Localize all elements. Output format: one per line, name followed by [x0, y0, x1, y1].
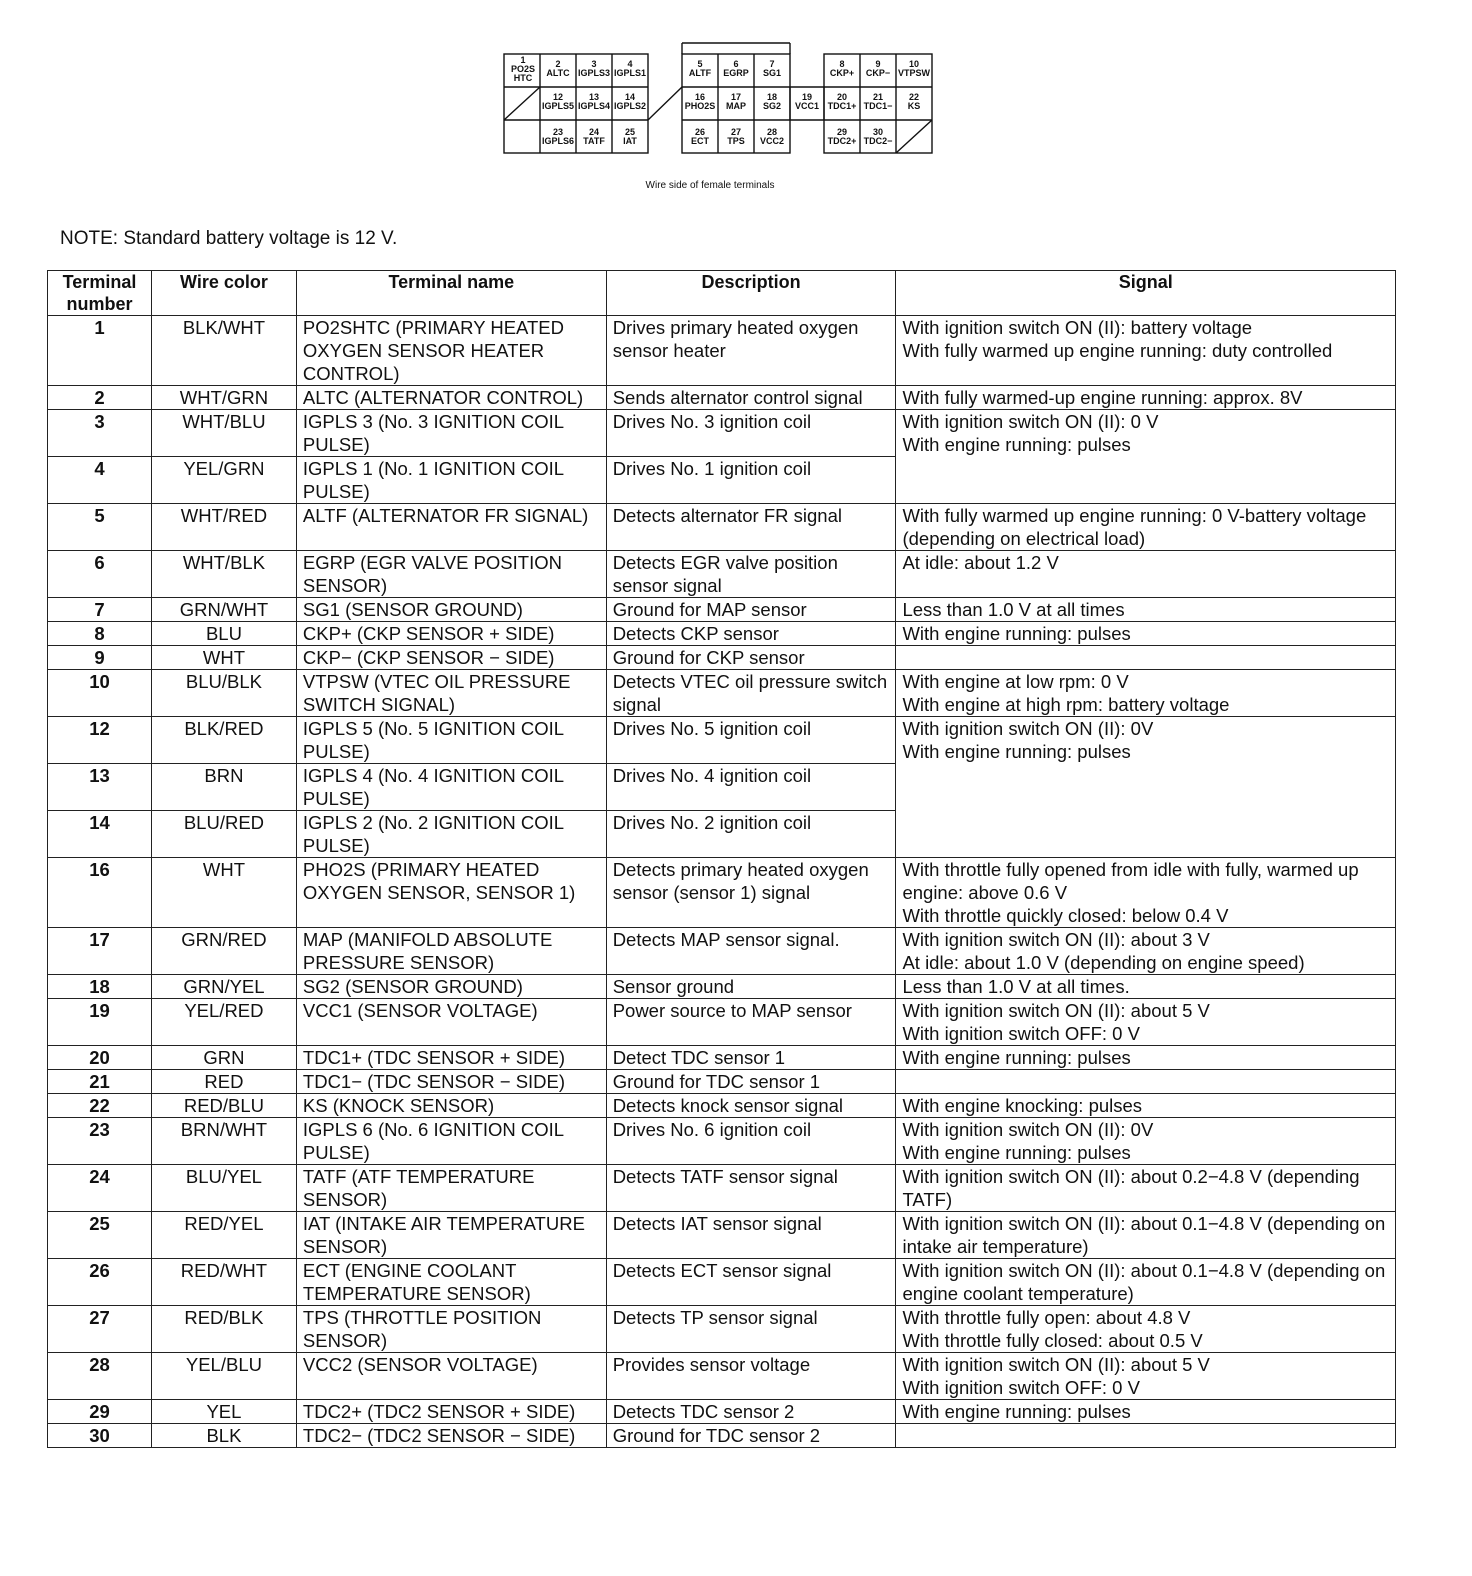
pin-4: 4 IGPLS1	[613, 59, 646, 78]
header-terminal-name: Terminal name	[296, 271, 606, 316]
description: Detects TATF sensor signal	[606, 1165, 896, 1212]
terminal-name: CKP+ (CKP SENSOR + SIDE)	[296, 622, 606, 646]
signal: With ignition switch ON (II): about 0.1−4.8 V (depending on engine coolant temperature)	[896, 1259, 1396, 1306]
table-row	[48, 858, 1396, 928]
table-row	[48, 717, 1396, 764]
terminal-number: 28	[48, 1353, 152, 1400]
table-row	[48, 646, 1396, 670]
wire-color: WHT/BLU	[151, 410, 296, 457]
pin-29: 29 TDC2+	[827, 127, 857, 146]
terminal-number: 29	[48, 1400, 152, 1424]
terminal-name: EGRP (EGR VALVE POSITION SENSOR)	[296, 551, 606, 598]
terminal-number: 4	[48, 457, 152, 504]
description: Drives No. 2 ignition coil	[606, 811, 896, 858]
table-body	[48, 316, 1396, 1448]
terminal-number: 9	[48, 646, 152, 670]
wire-color: YEL/GRN	[151, 457, 296, 504]
wire-color: BLK/RED	[151, 717, 296, 764]
signal: With engine running: pulses	[896, 1046, 1396, 1070]
table-row	[48, 316, 1396, 386]
wire-color: RED/BLK	[151, 1306, 296, 1353]
table-row	[48, 1094, 1396, 1118]
terminal-number: 10	[48, 670, 152, 717]
table-row	[48, 386, 1396, 410]
description: Drives No. 1 ignition coil	[606, 457, 896, 504]
terminal-name: ALTC (ALTERNATOR CONTROL)	[296, 386, 606, 410]
wire-color: BLU	[151, 622, 296, 646]
terminal-name: ECT (ENGINE COOLANT TEMPERATURE SENSOR)	[296, 1259, 606, 1306]
terminal-number: 25	[48, 1212, 152, 1259]
connector-caption: Wire side of female terminals	[645, 180, 775, 191]
terminal-number: 14	[48, 811, 152, 858]
pin-16: 16 PHO2S	[684, 92, 716, 111]
terminal-name: VCC2 (SENSOR VOLTAGE)	[296, 1353, 606, 1400]
table-row	[48, 1212, 1396, 1259]
pin-30: 30 TDC2−	[863, 127, 893, 146]
description: Drives No. 4 ignition coil	[606, 764, 896, 811]
terminal-name: PO2SHTC (PRIMARY HEATED OXYGEN SENSOR HEATER CONTROL)	[296, 316, 606, 386]
terminal-table	[47, 270, 1396, 1448]
signal: With ignition switch ON (II): battery voltage With fully warmed up engine running: duty controlled	[896, 316, 1396, 386]
signal: With throttle fully opened from idle with fully, warmed up engine: above 0.6 V With throttle quickly closed: below 0.4 V	[896, 858, 1396, 928]
terminal-name: ALTF (ALTERNATOR FR SIGNAL)	[296, 504, 606, 551]
wire-color: RED/YEL	[151, 1212, 296, 1259]
description: Detects knock sensor signal	[606, 1094, 896, 1118]
signal: With throttle fully open: about 4.8 V With throttle fully closed: about 0.5 V	[896, 1306, 1396, 1353]
terminal-number: 24	[48, 1165, 152, 1212]
terminal-number: 23	[48, 1118, 152, 1165]
terminal-number: 5	[48, 504, 152, 551]
terminal-number: 18	[48, 975, 152, 999]
signal: With ignition switch ON (II): about 5 V With ignition switch OFF: 0 V	[896, 1353, 1396, 1400]
table-row	[48, 928, 1396, 975]
signal: With ignition switch ON (II): about 3 V At idle: about 1.0 V (depending on engine speed)	[896, 928, 1396, 975]
table-row	[48, 504, 1396, 551]
pin-19: 19 VCC1	[794, 92, 819, 111]
terminal-number: 17	[48, 928, 152, 975]
description: Ground for CKP sensor	[606, 646, 896, 670]
signal: With ignition switch ON (II): 0V With engine running: pulses	[896, 717, 1396, 858]
header-terminal: Terminal number	[48, 271, 152, 316]
wire-color: GRN/WHT	[151, 598, 296, 622]
table-row	[48, 1046, 1396, 1070]
pin-7: 7 SG1	[762, 59, 781, 78]
pin-12: 12 IGPLS5	[541, 92, 574, 111]
pin-5: 5 ALTF	[688, 59, 712, 78]
battery-voltage-note: NOTE: Standard battery voltage is 12 V.	[60, 228, 398, 249]
description: Detects VTEC oil pressure switch signal	[606, 670, 896, 717]
wire-color: BLU/YEL	[151, 1165, 296, 1212]
terminal-number: 27	[48, 1306, 152, 1353]
description: Ground for TDC sensor 2	[606, 1424, 896, 1448]
description: Detects IAT sensor signal	[606, 1212, 896, 1259]
pin-13: 13 IGPLS4	[577, 92, 610, 111]
description: Ground for MAP sensor	[606, 598, 896, 622]
wire-color: GRN/YEL	[151, 975, 296, 999]
table-row	[48, 1424, 1396, 1448]
terminal-number: 19	[48, 999, 152, 1046]
pin-6: 6 EGRP	[723, 59, 749, 78]
wire-color: GRN	[151, 1046, 296, 1070]
table-row	[48, 1070, 1396, 1094]
table-row	[48, 598, 1396, 622]
description: Drives primary heated oxygen sensor heater	[606, 316, 896, 386]
pin-17: 17 MAP	[726, 92, 746, 111]
pin-24: 24 TATF	[583, 127, 605, 146]
signal: With ignition switch ON (II): 0 V With engine running: pulses	[896, 410, 1396, 504]
terminal-number: 22	[48, 1094, 152, 1118]
connector-diagram	[502, 42, 942, 160]
description: Ground for TDC sensor 1	[606, 1070, 896, 1094]
wire-color: YEL/BLU	[151, 1353, 296, 1400]
terminal-name: TDC2+ (TDC2 SENSOR + SIDE)	[296, 1400, 606, 1424]
description: Detects EGR valve position sensor signal	[606, 551, 896, 598]
terminal-number: 3	[48, 410, 152, 457]
pin-22: 22 KS	[907, 92, 921, 111]
description: Detects alternator FR signal	[606, 504, 896, 551]
signal: At idle: about 1.2 V	[896, 551, 1396, 598]
terminal-name: IGPLS 2 (No. 2 IGNITION COIL PULSE)	[296, 811, 606, 858]
terminal-name: TPS (THROTTLE POSITION SENSOR)	[296, 1306, 606, 1353]
pin-20: 20 TDC1+	[827, 92, 857, 111]
description: Sensor ground	[606, 975, 896, 999]
table-row	[48, 1118, 1396, 1165]
description: Drives No. 3 ignition coil	[606, 410, 896, 457]
table-row	[48, 1353, 1396, 1400]
description: Detects primary heated oxygen sensor (sensor 1) signal	[606, 858, 896, 928]
terminal-name: MAP (MANIFOLD ABSOLUTE PRESSURE SENSOR)	[296, 928, 606, 975]
table-row	[48, 410, 1396, 457]
table-row	[48, 551, 1396, 598]
wire-color: WHT/GRN	[151, 386, 296, 410]
wire-color: YEL	[151, 1400, 296, 1424]
signal	[896, 1424, 1396, 1448]
terminal-number: 6	[48, 551, 152, 598]
pin-25: 25 IAT	[623, 127, 637, 146]
terminal-name: IAT (INTAKE AIR TEMPERATURE SENSOR)	[296, 1212, 606, 1259]
table-row	[48, 1165, 1396, 1212]
signal: With ignition switch ON (II): about 0.2−4.8 V (depending TATF)	[896, 1165, 1396, 1212]
terminal-name: TATF (ATF TEMPERATURE SENSOR)	[296, 1165, 606, 1212]
terminal-name: TDC1+ (TDC SENSOR + SIDE)	[296, 1046, 606, 1070]
description: Detect TDC sensor 1	[606, 1046, 896, 1070]
pin-27: 27 TPS	[727, 127, 745, 146]
terminal-name: TDC2− (TDC2 SENSOR − SIDE)	[296, 1424, 606, 1448]
description: Detects TP sensor signal	[606, 1306, 896, 1353]
pin-26: 26 ECT	[691, 127, 709, 146]
pin-8: 8 CKP+	[829, 59, 855, 78]
terminal-name: PHO2S (PRIMARY HEATED OXYGEN SENSOR, SENSOR 1)	[296, 858, 606, 928]
wire-color: BLU/BLK	[151, 670, 296, 717]
terminal-number: 13	[48, 764, 152, 811]
header-signal: Signal	[896, 271, 1396, 316]
description: Provides sensor voltage	[606, 1353, 896, 1400]
terminal-name: IGPLS 5 (No. 5 IGNITION COIL PULSE)	[296, 717, 606, 764]
wire-color: RED	[151, 1070, 296, 1094]
terminal-name: IGPLS 3 (No. 3 IGNITION COIL PULSE)	[296, 410, 606, 457]
wire-color: WHT/RED	[151, 504, 296, 551]
pin-28: 28 VCC2	[759, 127, 784, 146]
pin-9: 9 CKP−	[865, 59, 891, 78]
signal: With fully warmed up engine running: 0 V-battery voltage (depending on electrical load)	[896, 504, 1396, 551]
terminal-name: CKP− (CKP SENSOR − SIDE)	[296, 646, 606, 670]
wire-color: BLU/RED	[151, 811, 296, 858]
description: Sends alternator control signal	[606, 386, 896, 410]
description: Drives No. 6 ignition coil	[606, 1118, 896, 1165]
terminal-name: IGPLS 1 (No. 1 IGNITION COIL PULSE)	[296, 457, 606, 504]
signal: With ignition switch ON (II): about 0.1−4.8 V (depending on intake air temperature)	[896, 1212, 1396, 1259]
wire-color: WHT	[151, 646, 296, 670]
signal	[896, 646, 1396, 670]
table-row	[48, 975, 1396, 999]
pin-1: 1 PO2S HTC	[510, 55, 535, 83]
signal: With engine running: pulses	[896, 1400, 1396, 1424]
terminal-name: IGPLS 4 (No. 4 IGNITION COIL PULSE)	[296, 764, 606, 811]
terminal-number: 21	[48, 1070, 152, 1094]
pin-18: 18 SG2	[762, 92, 781, 111]
terminal-number: 12	[48, 717, 152, 764]
wire-color: RED/BLU	[151, 1094, 296, 1118]
signal: With ignition switch ON (II): 0V With engine running: pulses	[896, 1118, 1396, 1165]
signal: With engine running: pulses	[896, 622, 1396, 646]
signal: With fully warmed-up engine running: approx. 8V	[896, 386, 1396, 410]
terminal-number: 2	[48, 386, 152, 410]
pin-23: 23 IGPLS6	[541, 127, 574, 146]
terminal-number: 7	[48, 598, 152, 622]
wire-color: WHT	[151, 858, 296, 928]
wire-color: BLK/WHT	[151, 316, 296, 386]
wire-color: WHT/BLK	[151, 551, 296, 598]
terminal-name: SG1 (SENSOR GROUND)	[296, 598, 606, 622]
table-row	[48, 1306, 1396, 1353]
table-row	[48, 1400, 1396, 1424]
wire-color: RED/WHT	[151, 1259, 296, 1306]
description: Detects MAP sensor signal.	[606, 928, 896, 975]
description: Drives No. 5 ignition coil	[606, 717, 896, 764]
terminal-number: 16	[48, 858, 152, 928]
terminal-name: TDC1− (TDC SENSOR − SIDE)	[296, 1070, 606, 1094]
terminal-number: 8	[48, 622, 152, 646]
terminal-number: 20	[48, 1046, 152, 1070]
description: Detects ECT sensor signal	[606, 1259, 896, 1306]
table-row	[48, 622, 1396, 646]
terminal-number: 30	[48, 1424, 152, 1448]
table-row	[48, 999, 1396, 1046]
wire-color: GRN/RED	[151, 928, 296, 975]
terminal-name: VCC1 (SENSOR VOLTAGE)	[296, 999, 606, 1046]
table-header-row	[48, 271, 1396, 316]
description: Detects TDC sensor 2	[606, 1400, 896, 1424]
table-row	[48, 670, 1396, 717]
terminal-name: IGPLS 6 (No. 6 IGNITION COIL PULSE)	[296, 1118, 606, 1165]
signal	[896, 1070, 1396, 1094]
pin-2: 2 ALTC	[546, 59, 570, 78]
wire-color: BLK	[151, 1424, 296, 1448]
description: Power source to MAP sensor	[606, 999, 896, 1046]
wire-color: BRN	[151, 764, 296, 811]
pin-21: 21 TDC1−	[863, 92, 893, 111]
pin-3: 3 IGPLS3	[577, 59, 610, 78]
wire-color: BRN/WHT	[151, 1118, 296, 1165]
header-description: Description	[606, 271, 896, 316]
terminal-name: SG2 (SENSOR GROUND)	[296, 975, 606, 999]
signal: Less than 1.0 V at all times.	[896, 975, 1396, 999]
signal: With engine knocking: pulses	[896, 1094, 1396, 1118]
signal: With ignition switch ON (II): about 5 V With ignition switch OFF: 0 V	[896, 999, 1396, 1046]
terminal-number: 26	[48, 1259, 152, 1306]
table-row	[48, 1259, 1396, 1306]
terminal-name: KS (KNOCK SENSOR)	[296, 1094, 606, 1118]
terminal-number: 1	[48, 316, 152, 386]
terminal-name: VTPSW (VTEC OIL PRESSURE SWITCH SIGNAL)	[296, 670, 606, 717]
pin-14: 14 IGPLS2	[613, 92, 646, 111]
description: Detects CKP sensor	[606, 622, 896, 646]
signal: With engine at low rpm: 0 V With engine at high rpm: battery voltage	[896, 670, 1396, 717]
pin-10: 10 VTPSW	[897, 59, 930, 78]
wire-color: YEL/RED	[151, 999, 296, 1046]
signal: Less than 1.0 V at all times	[896, 598, 1396, 622]
header-wire-color: Wire color	[151, 271, 296, 316]
